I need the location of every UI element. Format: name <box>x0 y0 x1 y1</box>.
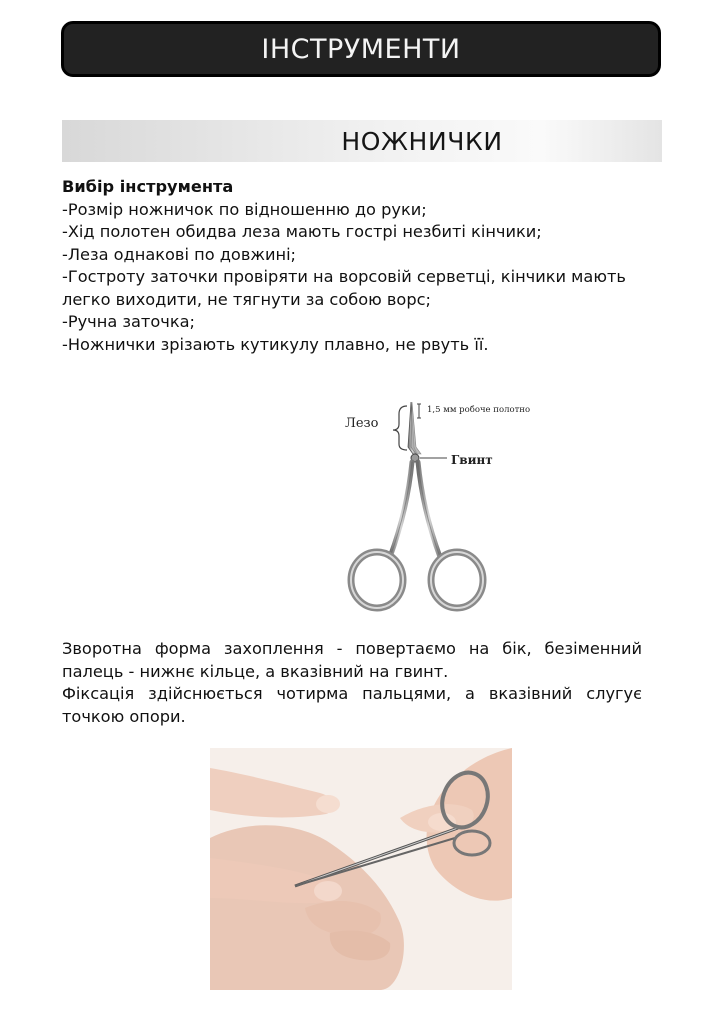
selection-line: -Хід полотен обидва леза мають гострі незбиті кінчики; <box>62 222 542 241</box>
selection-line: легко виходити, не тягнути за собою ворс; <box>62 289 431 309</box>
section-title: НОЖНИЧКИ <box>341 126 503 156</box>
grip-description <box>62 638 642 728</box>
working-edge-label: 1,5 мм робоче полотно <box>427 405 531 415</box>
grip-paragraph: Фіксація здійснюється чотирма пальцями, а вказівний слугує точкою опори. <box>62 684 642 726</box>
scissors-diagram <box>335 392 565 617</box>
hand-scissors-photo <box>210 748 512 990</box>
grip-paragraph: Зворотна форма захоплення - повертаємо на бік, безіменний палець - нижнє кільце, а вказівний на гвинт. <box>62 639 642 681</box>
hand-scissors-illustration <box>210 748 512 990</box>
selection-text <box>62 176 662 356</box>
selection-line: -Гостроту заточки провіряти на ворсовій серветці, кінчики мають <box>62 267 626 286</box>
blade-label: Лезо <box>345 416 379 431</box>
selection-line: -Леза однакові по довжині; <box>62 244 297 264</box>
page-title-banner <box>61 21 661 77</box>
screw-label: Гвинт <box>451 453 493 467</box>
selection-heading: Вибір інструмента <box>62 177 234 196</box>
section-title-bar <box>62 120 662 162</box>
selection-line: -Ножнички зрізають кутикулу плавно, не рвуть її. <box>62 334 489 354</box>
selection-line: -Ручна заточка; <box>62 312 195 331</box>
selection-line: -Розмір ножничок по відношенню до руки; <box>62 199 427 219</box>
page-title: ІНСТРУМЕНТИ <box>261 33 461 65</box>
